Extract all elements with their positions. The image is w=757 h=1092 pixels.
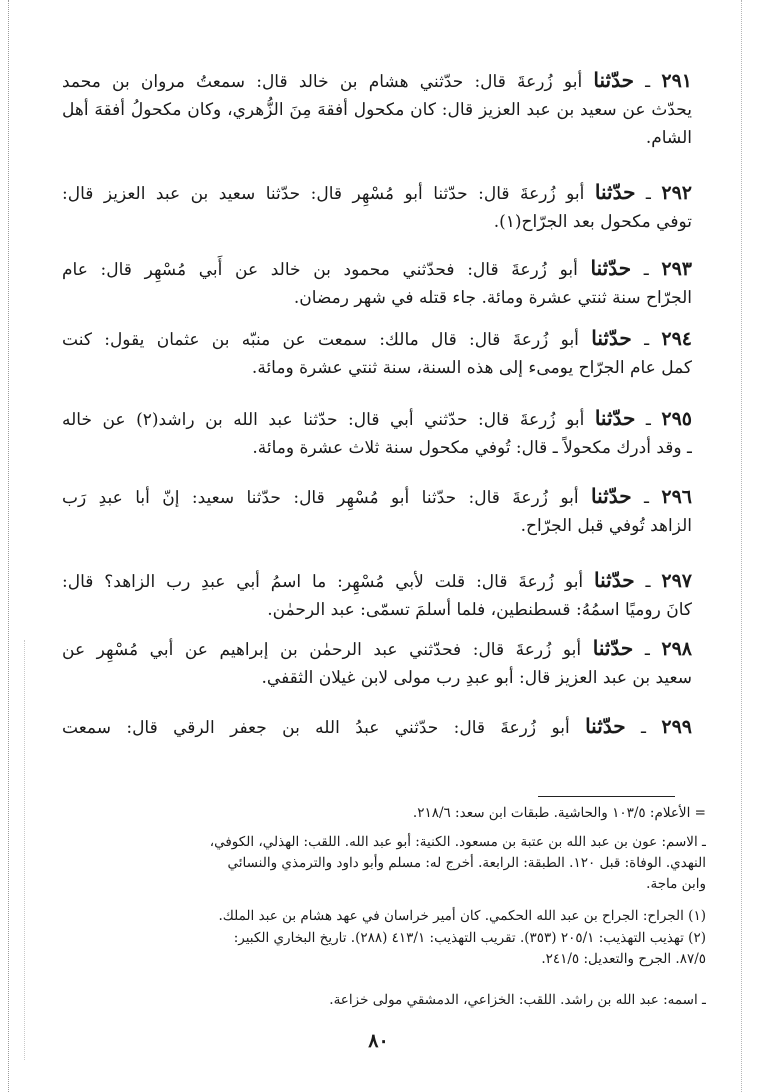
scan-edge-mid bbox=[24, 640, 25, 1060]
entry-number: ٢٩٤ bbox=[661, 328, 692, 350]
footnote-line: النهدي. الوفاة: قبل ١٢٠. الطبقة: الرابعة. أخرج له: مسلم وأبو داود والترمذي والنسائي bbox=[227, 855, 706, 871]
entry-lead-word: حدّثنا bbox=[594, 568, 635, 592]
footnote-line: ـ الاسم: عون بن عبد الله بن عتبة بن مسعود. الكنية: أبو عبد الله. اللقب: الهذلي، الكوفي، bbox=[209, 834, 706, 850]
hadith-entry-293: ٢٩٣ ـ حدّثنا أبو زُرعةَ قال: فحدّثني محمود بن خالد عن أَبي مُسْهِر قال: عام الجرّاح سنة ثنتي عشرة ومائة. جاء قتله في شهر رمضان. bbox=[62, 254, 692, 312]
entry-line: توفي مكحول بعد الجرّاح(١). bbox=[493, 212, 692, 232]
footnote-bio-2 bbox=[56, 990, 706, 1011]
entry-line: ـ وقد أدرك مكحولاً ـ قال: تُوفي مكحول سنة ثلاث عشرة ومائة. bbox=[252, 438, 692, 458]
entry-line: أبو زُرعةَ قال: حدّثني أبي قال: حدّثنا عبد الله بن راشد(٢) عن خاله bbox=[62, 410, 585, 430]
entry-lead-word: حدّثنا bbox=[594, 406, 636, 430]
page-number: ٨٠ bbox=[368, 1030, 389, 1052]
entry-line: أبو زُرعةَ قال: حدّثني هشام بن خالد قال: سمعتُ مروان بن محمد bbox=[62, 72, 583, 92]
entry-number: ٢٩٩ bbox=[661, 716, 692, 738]
entry-number: ٢٩٢ bbox=[661, 182, 692, 204]
hadith-entry-291: ٢٩١ ـ حدّثنا أبو زُرعةَ قال: حدّثني هشام بن خالد قال: سمعتُ مروان بن محمد يحدّث عن سعيد بن عبد العزيز قال: كان مكحول أفقهَ مِنَ الزُّهري، وكان مكحولُ أفقهَ أهل الشام. bbox=[62, 66, 692, 152]
footnote-line: = الأعلام: ١٠٣/٥ والحاشية. طبقات ابن سعد: ٢١٨/٦. bbox=[412, 805, 706, 821]
entry-line: الزاهد تُوفي قبل الجرّاح. bbox=[520, 516, 692, 536]
footnote-2 bbox=[56, 928, 706, 970]
entry-lead-word: حدّثنا bbox=[594, 180, 636, 204]
entry-line: أبو زُرعةَ قال: قلت لأبي مُسْهِر: ما اسمُ أبي عبدِ رب الزاهد؟ قال: bbox=[62, 572, 584, 592]
hadith-entry-298: ٢٩٨ ـ حدّثنا أبو زُرعةَ قال: فحدّثني عبد الرحمٰن بن إبراهيم عن أبي مُسْهِر عن سعيد بن عبد العزيز قال: أبو عبدِ رب مولى لابن غيلان الثقفي. bbox=[62, 634, 692, 692]
entry-lead-word: حدّثنا bbox=[593, 68, 634, 92]
entry-number: ٢٩٧ bbox=[661, 570, 692, 592]
footnote-line: وابن ماجة. bbox=[646, 876, 706, 892]
hadith-entry-296: ٢٩٦ ـ حدّثنا أبو زُرعةَ قال: حدّثنا أبو مُسْهِر قال: حدّثنا سعيد: إنّ أبا عبدِ رَب الزاهد تُوفي قبل الجرّاح. bbox=[62, 482, 692, 540]
entry-lead-word: حدّثنا bbox=[585, 714, 626, 738]
hadith-entry-295: ٢٩٥ ـ حدّثنا أبو زُرعةَ قال: حدّثني أبي قال: حدّثنا عبد الله بن راشد(٢) عن خاله ـ وقد أدرك مكحولاً ـ قال: تُوفي مكحول سنة ثلاث عشرة ومائة. bbox=[62, 404, 692, 462]
entry-line: الشام. bbox=[645, 128, 692, 148]
entry-line: يحدّث عن سعيد بن عبد العزيز قال: كان مكحول أفقهَ مِنَ الزُّهري، وكان مكحولُ أفقهَ أهل bbox=[62, 100, 692, 120]
hadith-entry-299: ٢٩٩ ـ حدّثنا أبو زُرعةَ قال: حدّثني عبدُ الله بن جعفر الرقي قال: سمعت bbox=[62, 714, 692, 738]
entry-lead-word: حدّثنا bbox=[591, 326, 632, 350]
entry-line: أبو زُرعةَ قال: قال مالك: سمعت عن منبّه بن عثمان يقول: كنت bbox=[62, 330, 579, 350]
entry-number: ٢٩٨ bbox=[661, 638, 692, 660]
entry-line: كمل عام الجرّاح يومىء إلى هذه السنة، سنة ثنتي عشرة ومائة. bbox=[251, 358, 692, 378]
footnote-continuation bbox=[56, 803, 706, 824]
entry-line: أبو زُرعةَ قال: حدّثنا أبو مُسْهِر قال: حدّثنا سعيد: إنّ أبا عبدِ رَب bbox=[62, 488, 579, 508]
footnote-line: (٢) تهذيب التهذيب: ٢٠٥/١ (٣٥٣). تقريب التهذيب: ٤١٣/١ (٢٨٨). تاريخ البخاري الكبير: bbox=[233, 930, 706, 946]
entry-line: أبو زُرعةَ قال: حدّثنا أبو مُسْهِر قال: حدّثنا سعيد بن عبد العزيز قال: bbox=[62, 184, 585, 204]
footnote-separator bbox=[538, 796, 675, 797]
footnote-line: ٨٧/٥. الجرح والتعديل: ٢٤١/٥. bbox=[541, 951, 706, 967]
entry-lead-word: حدّثنا bbox=[590, 256, 632, 280]
entry-line: كانَ روميًا اسمُهُ: قسطنطين، فلما أسلمَ تسمّى: عبد الرحمٰن. bbox=[267, 600, 692, 620]
hadith-entry-297: ٢٩٧ ـ حدّثنا أبو زُرعةَ قال: قلت لأبي مُسْهِر: ما اسمُ أبي عبدِ رب الزاهد؟ قال: كانَ روميًا اسمُهُ: قسطنطين، فلما أسلمَ تسمّى: عبد الرحمٰن. bbox=[62, 566, 692, 624]
entry-line: أبو زُرعةَ قال: فحدّثني عبد الرحمٰن بن إبراهيم عن أبي مُسْهِر عن bbox=[62, 640, 582, 660]
hadith-entry-294: ٢٩٤ ـ حدّثنا أبو زُرعةَ قال: قال مالك: سمعت عن منبّه بن عثمان يقول: كنت كمل عام الجرّاح يومىء إلى هذه السنة، سنة ثنتي عشرة ومائة. bbox=[62, 324, 692, 382]
footnote-line: ـ اسمه: عبد الله بن راشد. اللقب: الخزاعي، الدمشقي مولى خزاعة. bbox=[329, 992, 706, 1008]
entry-number: ٢٩١ bbox=[661, 70, 692, 92]
footnote-bio-1 bbox=[56, 832, 706, 895]
entry-lead-word: حدّثنا bbox=[592, 636, 634, 660]
footnote-line: (١) الجراح: الجراح بن عبد الله الحكمي. كان أمير خراسان في عهد هشام بن عبد الملك. bbox=[218, 908, 706, 924]
entry-number: ٢٩٣ bbox=[661, 258, 692, 280]
entry-line: أبو زُرعةَ قال: حدّثني عبدُ الله بن جعفر الرقي قال: سمعت bbox=[62, 718, 570, 738]
entry-line: الجرّاح سنة ثنتي عشرة ومائة. جاء قتله في شهر رمضان. bbox=[293, 288, 692, 308]
scan-edge-right bbox=[741, 0, 742, 1092]
entry-line: أبو زُرعةَ قال: فحدّثني محمود بن خالد عن أَبي مُسْهِر قال: عام bbox=[62, 260, 578, 280]
scan-edge-left bbox=[8, 0, 9, 1092]
entry-number: ٢٩٦ bbox=[661, 486, 692, 508]
footnote-1 bbox=[56, 906, 706, 927]
entry-lead-word: حدّثنا bbox=[591, 484, 632, 508]
hadith-entry-292: ٢٩٢ ـ حدّثنا أبو زُرعةَ قال: حدّثنا أبو مُسْهِر قال: حدّثنا سعيد بن عبد العزيز قال: توفي مكحول بعد الجرّاح(١). bbox=[62, 178, 692, 236]
entry-number: ٢٩٥ bbox=[661, 408, 692, 430]
entry-line: سعيد بن عبد العزيز قال: أبو عبدِ رب مولى لابن غيلان الثقفي. bbox=[261, 668, 692, 688]
